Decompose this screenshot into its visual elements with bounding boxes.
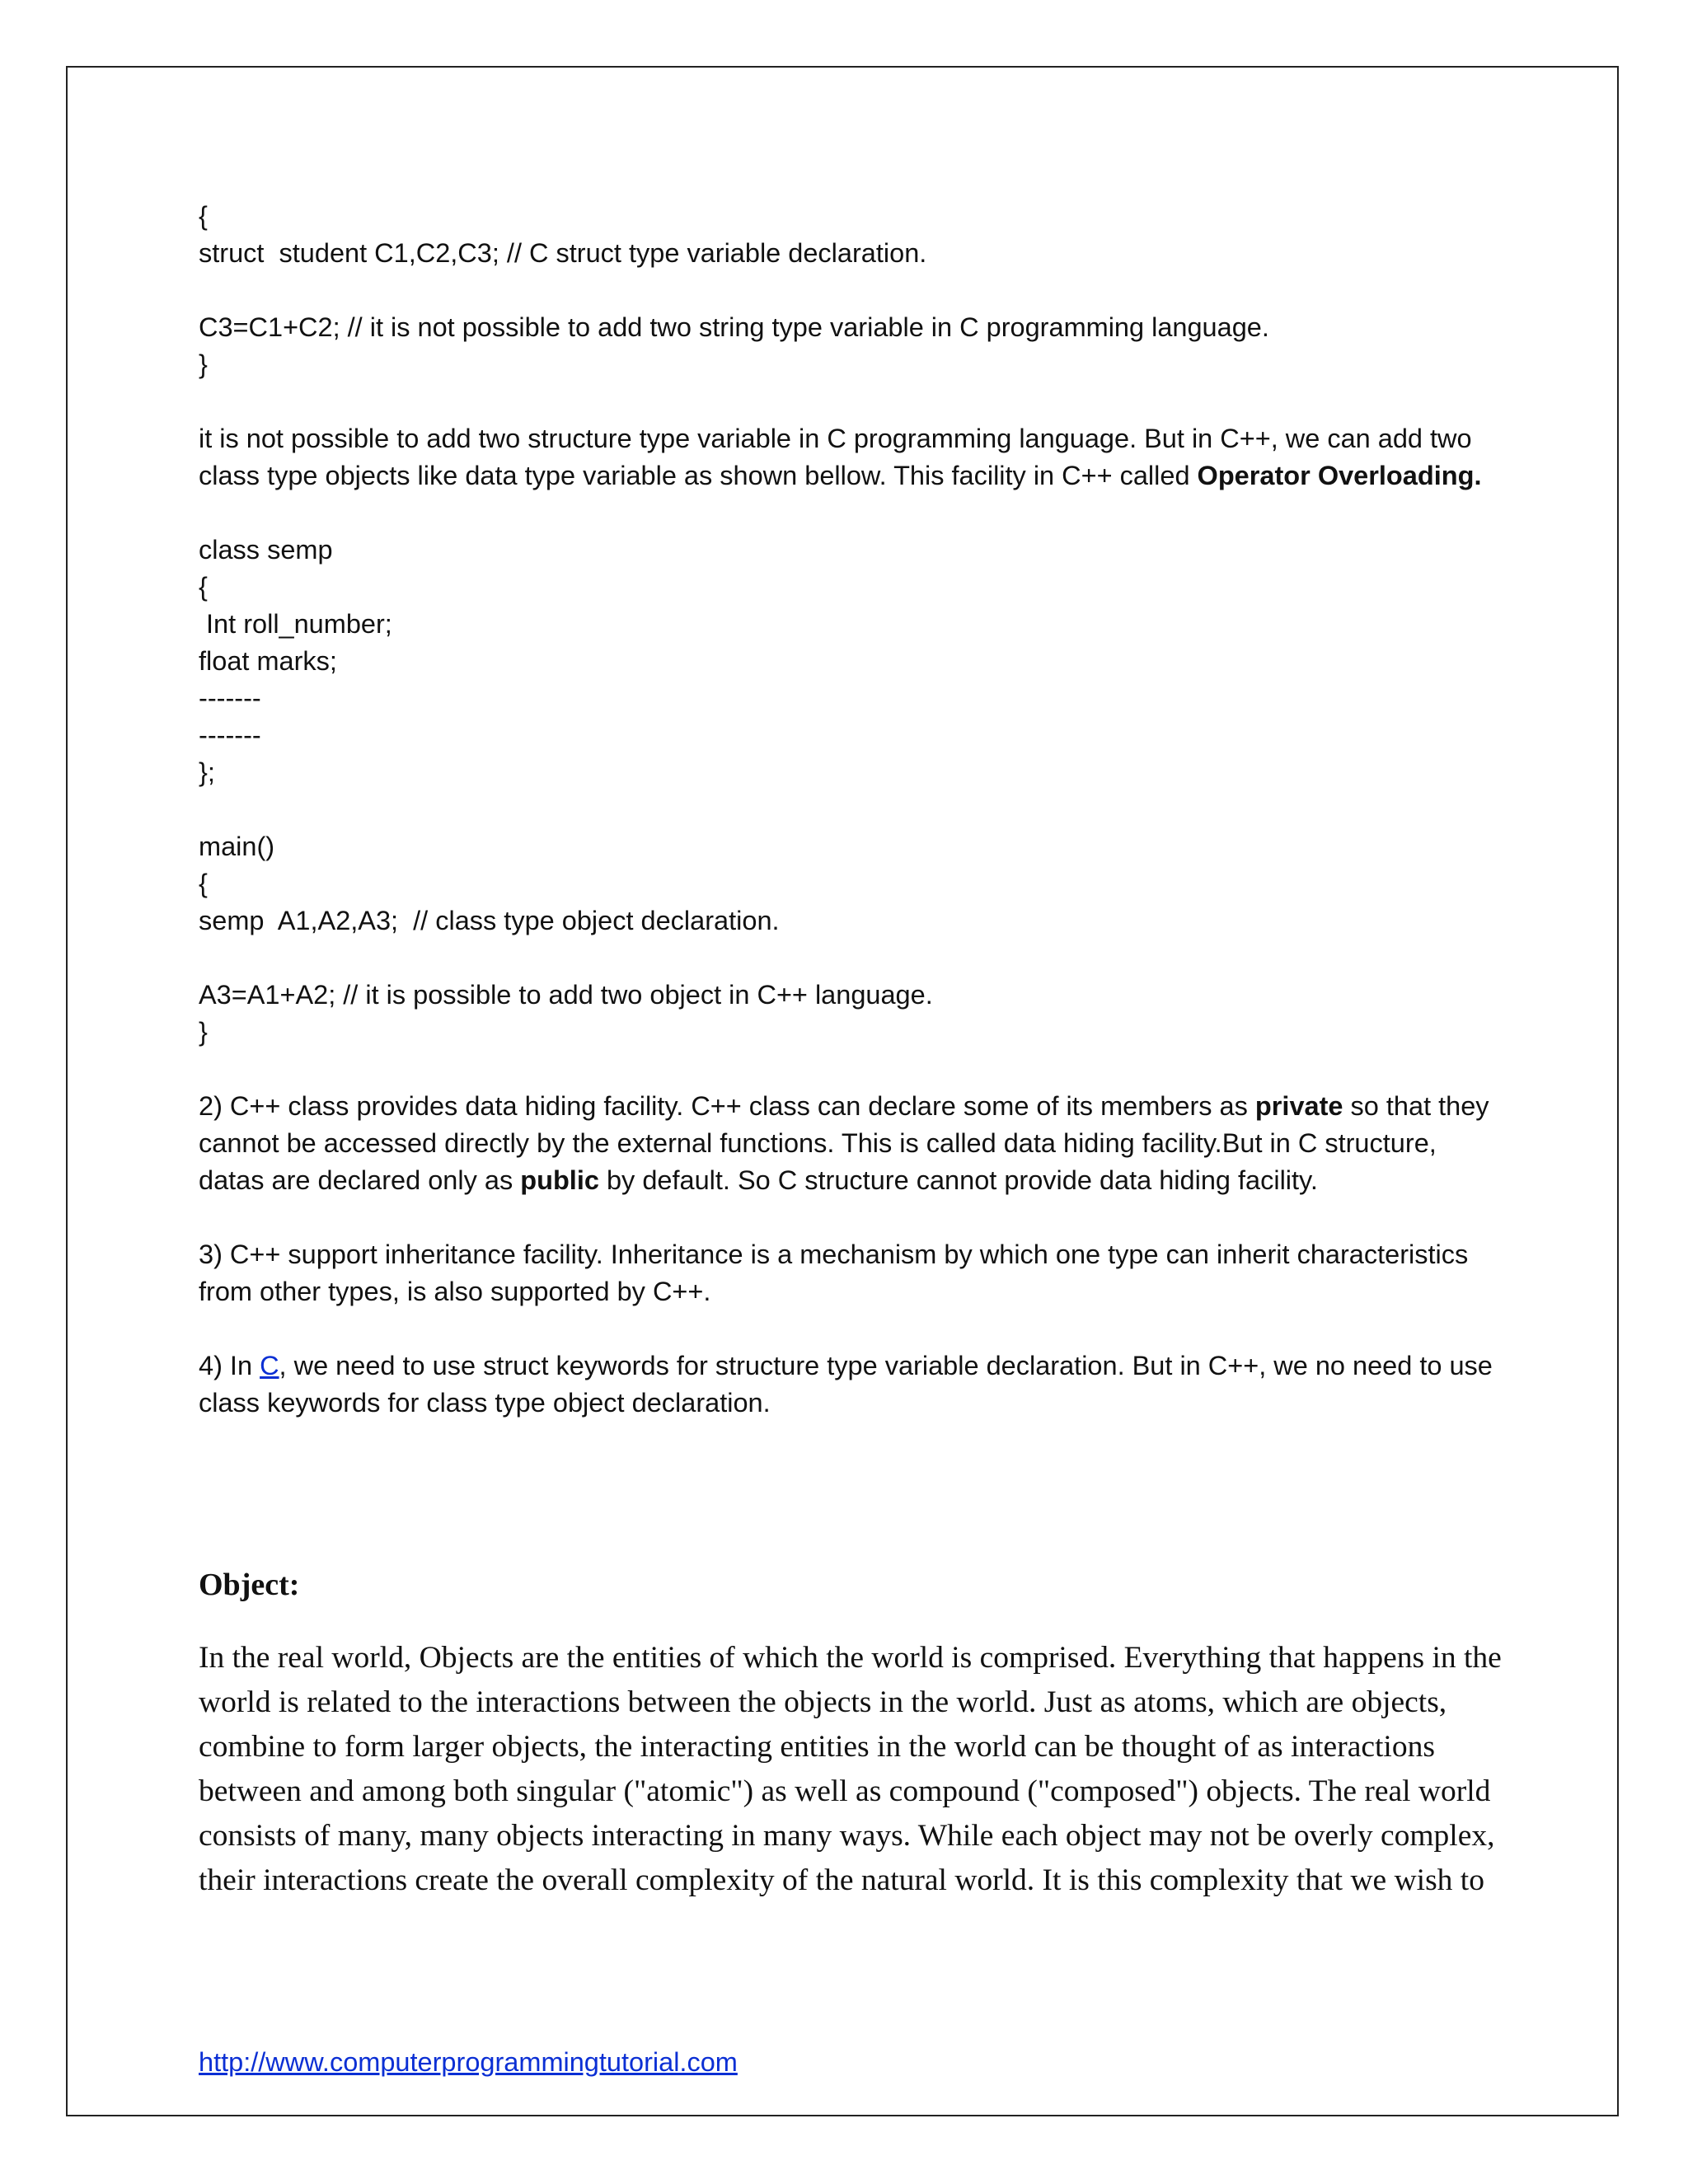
- code-line: class semp: [199, 535, 333, 565]
- code-line: semp A1,A2,A3; // class type object declaration.: [199, 906, 780, 935]
- footer-link[interactable]: http://www.computerprogrammingtutorial.com: [199, 2047, 738, 2077]
- blank-line: [199, 791, 1501, 828]
- code-line: }: [199, 1017, 208, 1047]
- point-2-text: by default. So C structure cannot provide data hiding facility.: [598, 1165, 1318, 1195]
- code-line: struct student C1,C2,C3; // C struct type variable declaration.: [199, 238, 927, 268]
- code-line: -------: [199, 720, 261, 750]
- private-term: private: [1254, 1091, 1343, 1121]
- code-line: {: [199, 869, 208, 898]
- code-block-struct: [199, 198, 1501, 383]
- point-2-text: 2) C++ class provides data hiding facility. C++ class can declare some of its members as: [199, 1091, 1255, 1121]
- blank-line: [199, 1051, 1501, 1088]
- blank-line: [199, 940, 1501, 977]
- point-4-text: , we need to use struct keywords for structure type variable declaration. But in C++, we no need to use class keywords for class type object declaration.: [199, 1351, 1493, 1418]
- code-block-class: [199, 532, 1501, 1051]
- object-heading: Object:: [199, 1568, 300, 1602]
- public-term: public: [520, 1165, 599, 1195]
- code-line: };: [199, 757, 215, 787]
- code-line: }: [199, 349, 208, 379]
- blank-line: [199, 272, 1501, 309]
- code-line: C3=C1+C2; // it is not possible to add two string type variable in C programming language.: [199, 312, 1269, 342]
- code-line: main(): [199, 832, 275, 861]
- c-link[interactable]: C: [260, 1351, 279, 1380]
- operator-overloading-term: Operator Overloading.: [1197, 461, 1482, 490]
- point-4-text: 4) In: [199, 1351, 260, 1380]
- point-4-keywords: [199, 1347, 1501, 1422]
- paragraph-text: it is not possible to add two structure type variable in C programming language. But in C++, we can add two class type objects like data type variable as shown bellow. This facility in C++ called: [199, 424, 1472, 490]
- blank-line: [199, 1310, 1501, 1347]
- object-paragraph: In the real world, Objects are the entities of which the world is comprised. Everything that happens in the world is related to the interactions between the objects in the world. Just as atoms, which are objects, combine to form larger objects, the interacting entities in the world can be thought of as interactions between and among both singular ("atomic") as well as compound ("composed") objects. The real world consists of many, many objects interacting in many ways. While each object may not be overly complex, their interactions create the overall complexity of the natural world. It is this complexity that we wish to: [199, 1641, 1502, 1897]
- point-2-data-hiding: [199, 1088, 1501, 1199]
- blank-line: [199, 1199, 1501, 1236]
- operator-overloading-paragraph: [199, 420, 1501, 494]
- blank-line: [199, 494, 1501, 532]
- point-2-text: so that they cannot be accessed directly by the external functions. This is called data hiding facility.But in C structure, datas are declared only as: [199, 1091, 1489, 1195]
- code-line: float marks;: [199, 646, 337, 676]
- code-line: A3=A1+A2; // it is possible to add two object in C++ language.: [199, 980, 933, 1010]
- code-line: -------: [199, 683, 261, 713]
- point-3-inheritance: 3) C++ support inheritance facility. Inheritance is a mechanism by which one type can inherit characteristics from other types, is also supported by C++.: [199, 1240, 1469, 1306]
- blank-line: [199, 383, 1501, 420]
- code-line: {: [199, 572, 208, 602]
- code-line: {: [199, 201, 208, 231]
- footer: [199, 2044, 738, 2081]
- document-body: [199, 198, 1501, 1422]
- code-line: Int roll_number;: [199, 609, 392, 639]
